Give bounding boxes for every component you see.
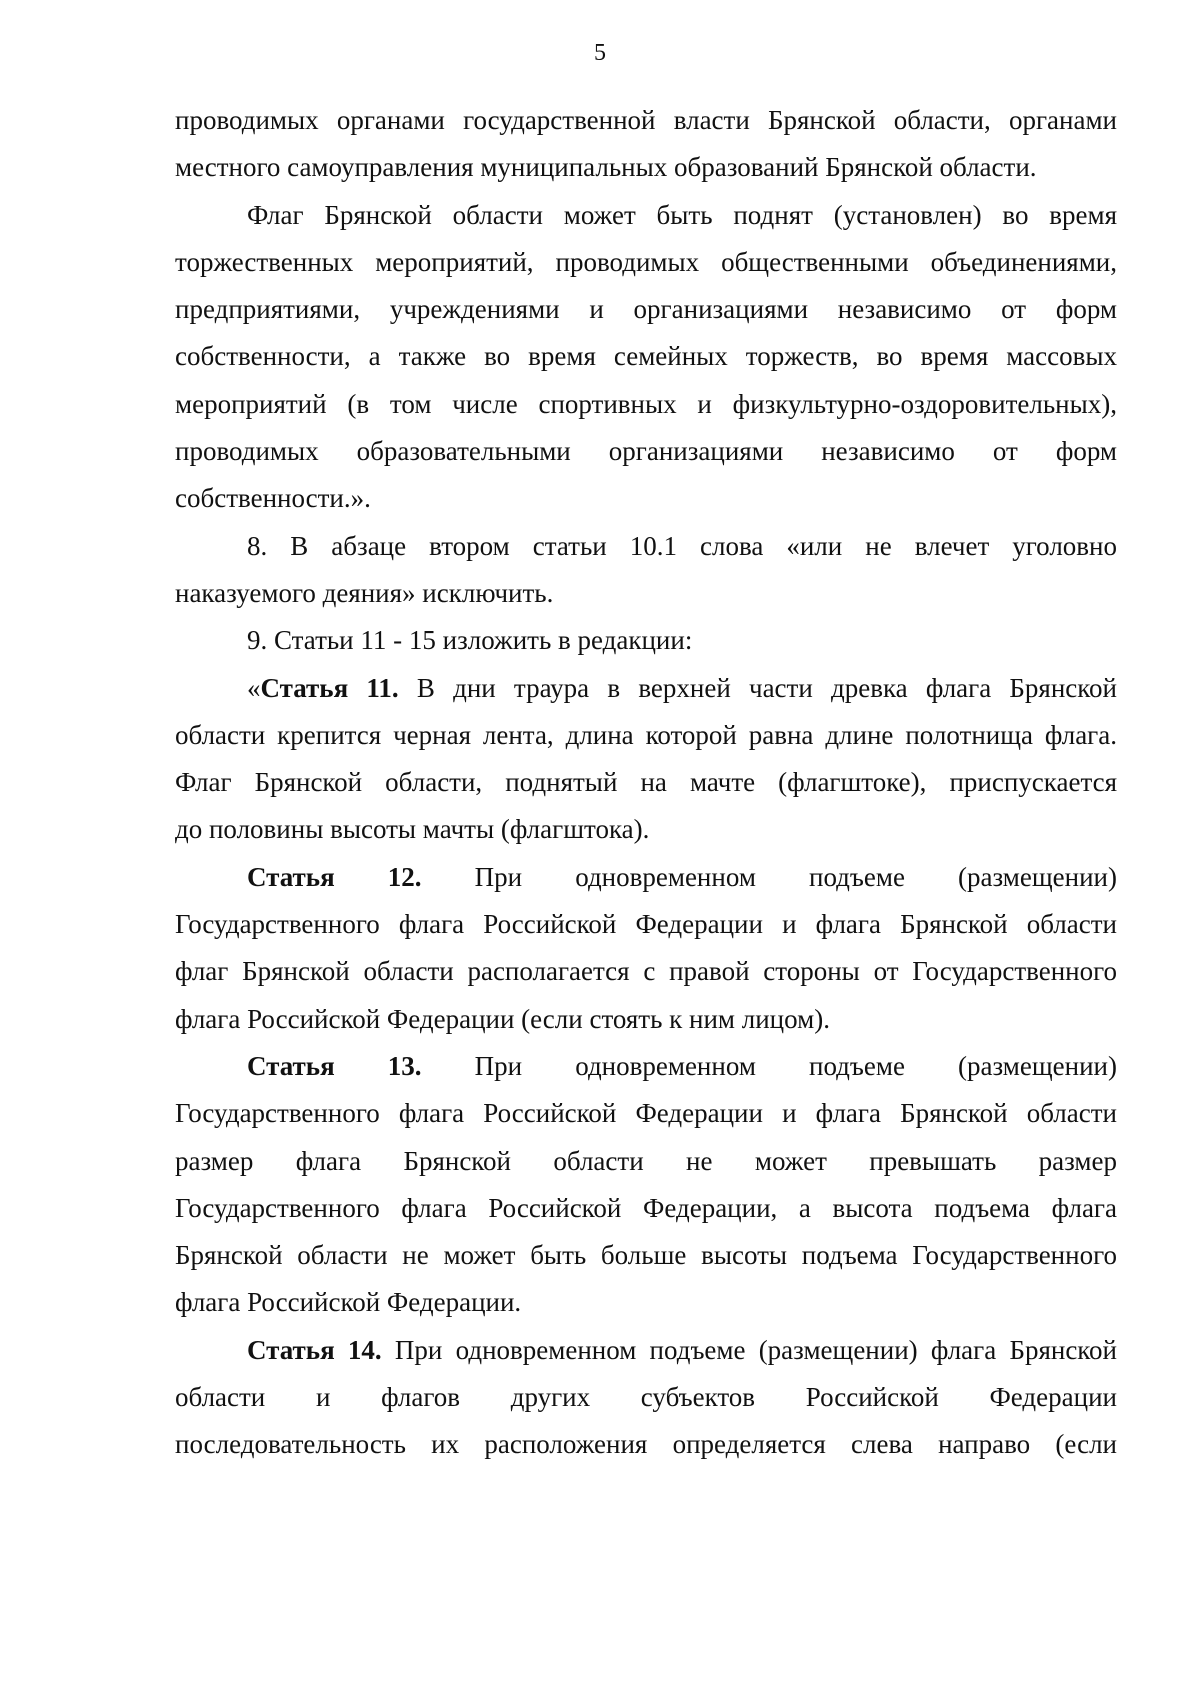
text-line <box>175 192 1117 239</box>
line-text: При одновременном подъеме (размещении) <box>421 861 1117 892</box>
paragraph <box>175 192 1117 523</box>
text-line <box>175 996 1117 1043</box>
text-line <box>175 239 1117 286</box>
line-text: флага Российской Федерации (если стоять к ним лицом). <box>175 1003 830 1034</box>
text-line <box>175 144 1117 191</box>
line-text: области и флагов других субъектов Российской Федерации <box>175 1382 1117 1413</box>
text-line <box>175 523 1117 570</box>
paragraph <box>175 97 1117 192</box>
text-line <box>175 1232 1117 1279</box>
line-text: Флаг Брянской области, поднятый на мачте (флагштоке), приспускается <box>175 767 1117 798</box>
article-heading: Статья 13. <box>247 1050 422 1081</box>
text-line <box>175 1138 1117 1185</box>
line-text: размер флага Брянской области не может превышать размер <box>175 1145 1117 1176</box>
text-line <box>175 333 1117 380</box>
line-text: собственности, а также во время семейных торжеств, во время массовых <box>175 341 1117 372</box>
line-text: 9. Статьи 11 - 15 изложить в редакции: <box>247 625 693 656</box>
line-text: мероприятий (в том числе спортивных и физкультурно-оздоровительных), <box>175 388 1117 419</box>
text-line <box>175 712 1117 759</box>
text-line <box>175 1374 1117 1421</box>
text-line <box>175 97 1117 144</box>
open-quote: « <box>247 672 261 703</box>
line-text: до половины высоты мачты (флагштока). <box>175 814 650 845</box>
line-text: наказуемого деяния» исключить. <box>175 577 554 608</box>
line-text: проводимых образовательными организациями независимо от форм <box>175 436 1117 467</box>
text-line <box>175 854 1117 901</box>
text-line <box>175 1185 1117 1232</box>
text-line <box>175 1421 1117 1468</box>
paragraph <box>175 1043 1117 1327</box>
line-text: При одновременном подъеме (размещении) флага Брянской <box>381 1334 1117 1365</box>
line-text: В дни траура в верхней части древка флага Брянской <box>398 672 1117 703</box>
text-line <box>175 806 1117 853</box>
line-text: флаг Брянской области располагается с правой стороны от Государственного <box>175 956 1117 987</box>
line-text: флага Российской Федерации. <box>175 1287 522 1318</box>
document-body <box>175 97 1117 1469</box>
line-text: торжественных мероприятий, проводимых общественными объединениями, <box>175 246 1117 277</box>
line-text: Государственного флага Российской Федерации, а высота подъема флага <box>175 1192 1117 1223</box>
article-heading: Статья 12. <box>247 861 422 892</box>
text-line <box>175 1043 1117 1090</box>
text-line <box>175 1327 1117 1374</box>
text-line <box>175 286 1117 333</box>
line-text: местного самоуправления муниципальных образований Брянской области. <box>175 152 1037 183</box>
text-line <box>175 948 1117 995</box>
line-text: области крепится черная лента, длина которой равна длине полотнища флага. <box>175 719 1117 750</box>
text-line <box>175 570 1117 617</box>
paragraph <box>175 523 1117 618</box>
text-line <box>175 475 1117 522</box>
text-line <box>175 901 1117 948</box>
line-text: При одновременном подъеме (размещении) <box>421 1050 1117 1081</box>
line-text: последовательность их расположения определяется слева направо (если <box>175 1429 1117 1460</box>
article-heading: Статья 14. <box>247 1334 382 1365</box>
text-line <box>175 665 1117 712</box>
line-text: Флаг Брянской области может быть поднят (установлен) во время <box>247 199 1117 230</box>
page-number: 5 <box>594 40 606 66</box>
line-text: 8. В абзаце втором статьи 10.1 слова «или не влечет уголовно <box>247 530 1117 561</box>
line-text: Государственного флага Российской Федерации и флага Брянской области <box>175 1098 1117 1129</box>
line-text: предприятиями, учреждениями и организациями независимо от форм <box>175 294 1117 325</box>
paragraph <box>175 617 1117 664</box>
article-heading: Статья 11. <box>260 672 399 703</box>
text-line <box>175 1279 1117 1326</box>
text-line <box>175 428 1117 475</box>
text-line <box>175 617 1117 664</box>
line-text: Брянской области не может быть больше высоты подъема Государственного <box>175 1240 1117 1271</box>
paragraph <box>175 665 1117 854</box>
paragraph <box>175 1327 1117 1469</box>
line-text: собственности.». <box>175 483 371 514</box>
line-text: проводимых органами государственной власти Брянской области, органами <box>175 105 1117 135</box>
text-line <box>175 759 1117 806</box>
text-line <box>175 1090 1117 1137</box>
line-text: Государственного флага Российской Федерации и флага Брянской области <box>175 909 1117 940</box>
paragraph <box>175 854 1117 1043</box>
text-line <box>175 381 1117 428</box>
